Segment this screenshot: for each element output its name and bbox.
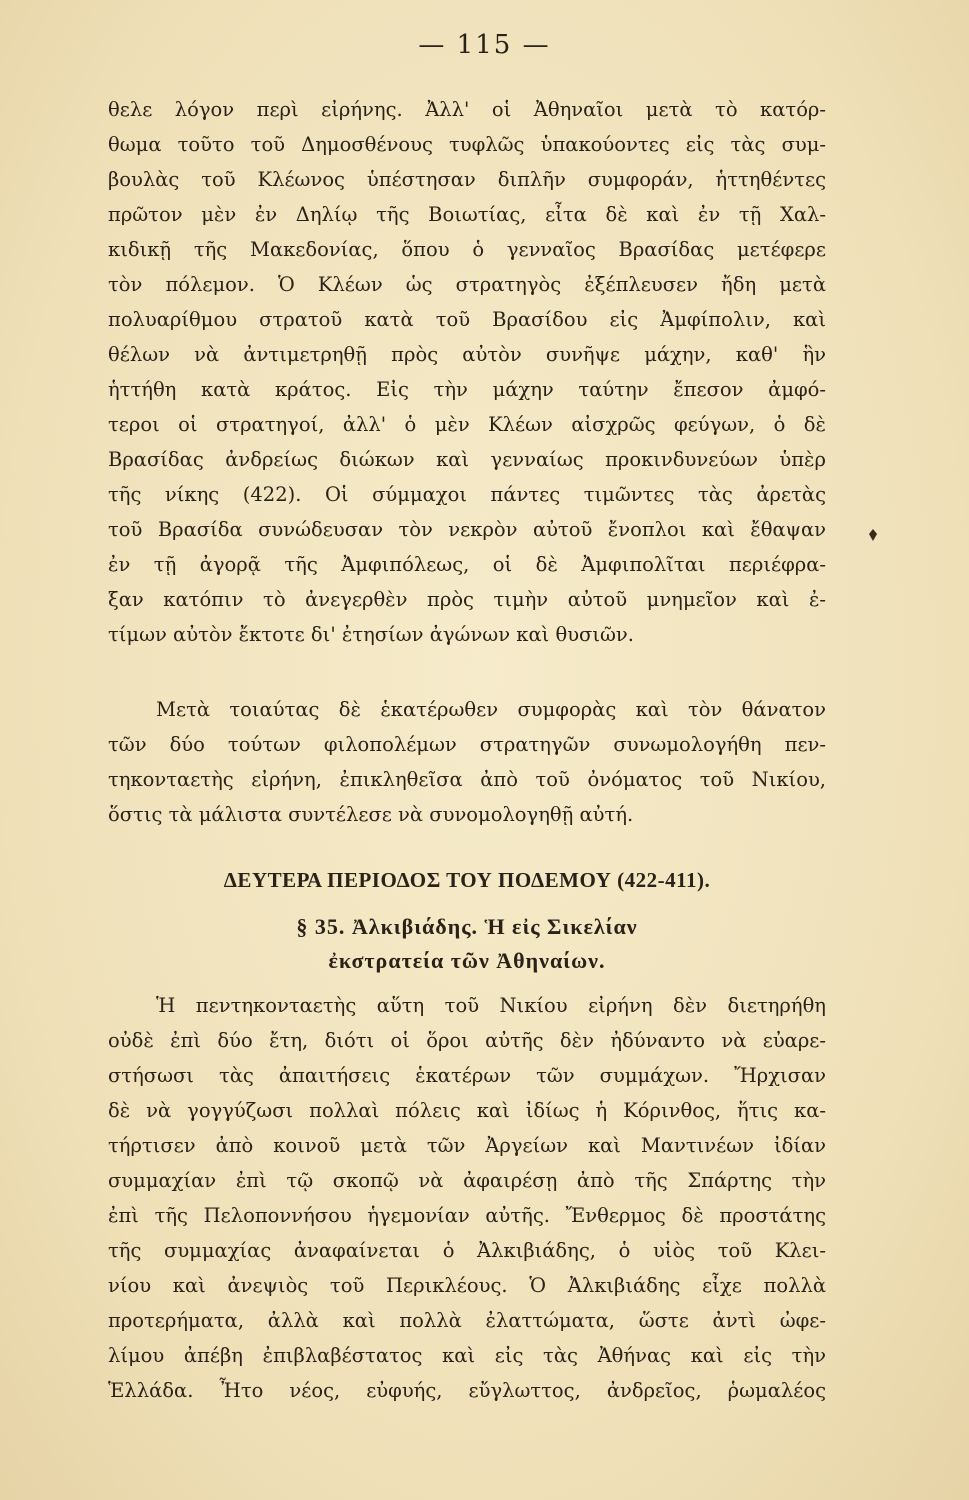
text-line: θωμα τοῦτο τοῦ Δημοσθένους τυφλῶς ὑπακούοντες εἰς τὰς συμ- bbox=[108, 133, 826, 156]
text-line: Ἡ πεντηκονταετὴς αὕτη τοῦ Νικίου εἰρήνη δὲν διετηρήθη bbox=[156, 994, 826, 1017]
text-line: τήρτισεν ἀπὸ κοινοῦ μετὰ τῶν Ἀργείων καὶ Μαντινέων ἰδίαν bbox=[108, 1134, 826, 1157]
text-line: πρῶτον μὲν ἐν Δηλίῳ τῆς Βοιωτίας, εἶτα δὲ καὶ ἐν τῇ Χαλ- bbox=[108, 203, 826, 226]
text-line: ὅστις τὰ μάλιστα συντέλεσε νὰ συνομολογηθῇ αὐτή. bbox=[108, 803, 634, 826]
text-line: συμμαχίαν ἐπὶ τῷ σκοπῷ νὰ ἀφαιρέσῃ ἀπὸ τῆς Σπάρτης τὴν bbox=[108, 1169, 826, 1192]
text-line: τεροι οἱ στρατηγοί, ἀλλ' ὁ μὲν Κλέων αἰσχρῶς φεύγων, ὁ δὲ bbox=[108, 413, 826, 436]
text-line: κιδικῇ τῆς Μακεδονίας, ὅπου ὁ γενναῖος Βρασίδας μετέφερε bbox=[108, 238, 826, 261]
text-line: τῆς νίκης (422). Οἱ σύμμαχοι πάντες τιμῶντες τὰς ἀρετὰς bbox=[108, 483, 826, 506]
text-line: Βρασίδας ἀνδρείως διώκων καὶ γενναίως προκινδυνεύων ὑπὲρ bbox=[108, 448, 826, 471]
text-line: ἡττήθη κατὰ κράτος. Εἰς τὴν μάχην ταύτην ἔπεσον ἀμφό- bbox=[108, 378, 826, 401]
text-line: τῶν δύο τούτων φιλοπολέμων στρατηγῶν συνωμολογήθη πεν- bbox=[108, 733, 826, 756]
text-line: λίμου ἀπέβη ἐπιβλαβέστατος καὶ εἰς τὰς Ἀθήνας καὶ εἰς τὴν bbox=[108, 1344, 826, 1367]
text-line: πολυαρίθμου στρατοῦ κατὰ τοῦ Βρασίδου εἰς Ἀμφίπολιν, καὶ bbox=[108, 308, 826, 331]
text-line: προτερήματα, ἀλλὰ καὶ πολλὰ ἐλαττώματα, ὥστε ἀντὶ ὠφε- bbox=[108, 1309, 826, 1332]
text-line: βουλὰς τοῦ Κλέωνος ὑπέστησαν διπλῆν συμφοράν, ἡττηθέντες bbox=[108, 168, 826, 191]
text-line: οὐδὲ ἐπὶ δύο ἔτη, διότι οἱ ὅροι αὐτῆς δὲν ἠδύναντο νὰ εὐαρε- bbox=[108, 1029, 826, 1052]
page-number: — 115 — bbox=[418, 30, 551, 60]
chapter-title-continued: ἐκστρατεία τῶν Ἀθηναίων. bbox=[328, 948, 606, 973]
ink-mark-icon bbox=[866, 528, 880, 542]
text-line: στήσωσι τὰς ἀπαιτήσεις ἑκατέρων τῶν συμμάχων. Ἤρχισαν bbox=[108, 1064, 826, 1087]
text-line: τὸν πόλεμον. Ὁ Κλέων ὡς στρατηγὸς ἐξέπλευσεν ἤδη μετὰ bbox=[108, 273, 826, 296]
text-line: Μετὰ τοιαύτας δὲ ἑκατέρωθεν συμφορὰς καὶ τὸν θάνατον bbox=[156, 698, 826, 721]
text-line: νίου καὶ ἀνεψιὸς τοῦ Περικλέους. Ὁ Ἀλκιβιάδης εἶχε πολλὰ bbox=[108, 1274, 826, 1297]
text-line: τίμων αὐτὸν ἔκτοτε δι' ἐτησίων ἀγώνων καὶ θυσιῶν. bbox=[108, 623, 634, 646]
text-line: θέλων νὰ ἀντιμετρηθῇ πρὸς αὐτὸν συνῆψε μάχην, καθ' ἣν bbox=[108, 343, 826, 366]
text-line: δὲ νὰ γογγύζωσι πολλαὶ πόλεις καὶ ἰδίως ἡ Κόρινθος, ἥτις κα- bbox=[108, 1099, 826, 1122]
text-line: ξαν κατόπιν τὸ ἀνεγερθὲν πρὸς τιμὴν αὐτοῦ μνημεῖον καὶ ἐ- bbox=[108, 588, 826, 611]
chapter-title: § 35. Ἀλκιβιάδης. Ἡ εἰς Σικελίαν bbox=[296, 914, 638, 939]
text-line: ἐπὶ τῆς Πελοποννήσου ἡγεμονίαν αὐτῆς. Ἔνθερμος δὲ προστάτης bbox=[108, 1204, 826, 1227]
text-line: τηκονταετὴς εἰρήνη, ἐπικληθεῖσα ἀπὸ τοῦ ὀνόματος τοῦ Νικίου, bbox=[108, 768, 826, 791]
text-line: θελε λόγον περὶ εἰρήνης. Ἀλλ' οἱ Ἀθηναῖοι μετὰ τὸ κατόρ- bbox=[108, 98, 826, 121]
text-line: τῆς συμμαχίας ἀναφαίνεται ὁ Ἀλκιβιάδης, ὁ υἱὸς τοῦ Κλει- bbox=[108, 1239, 826, 1262]
paragraph-2 bbox=[108, 692, 826, 832]
text-line: Ἑλλάδα. Ἦτο νέος, εὐφυής, εὔγλωττος, ἀνδρεῖος, ῥωμαλέος bbox=[108, 1379, 826, 1402]
section-heading: ΔΕΥΤΕΡΑ ΠΕΡΙΟΔΟΣ ΤΟΥ ΠΟΔΕΜΟΥ (422-411). bbox=[223, 868, 711, 892]
text-line: τοῦ Βρασίδα συνώδευσαν τὸν νεκρὸν αὐτοῦ ἔνοπλοι καὶ ἔθαψαν bbox=[108, 518, 826, 541]
text-line: ἐν τῇ ἀγορᾷ τῆς Ἀμφιπόλεως, οἱ δὲ Ἀμφιπολῖται περιέφρα- bbox=[108, 553, 826, 576]
paragraph-3 bbox=[108, 988, 826, 1408]
paragraph-1 bbox=[108, 92, 826, 652]
